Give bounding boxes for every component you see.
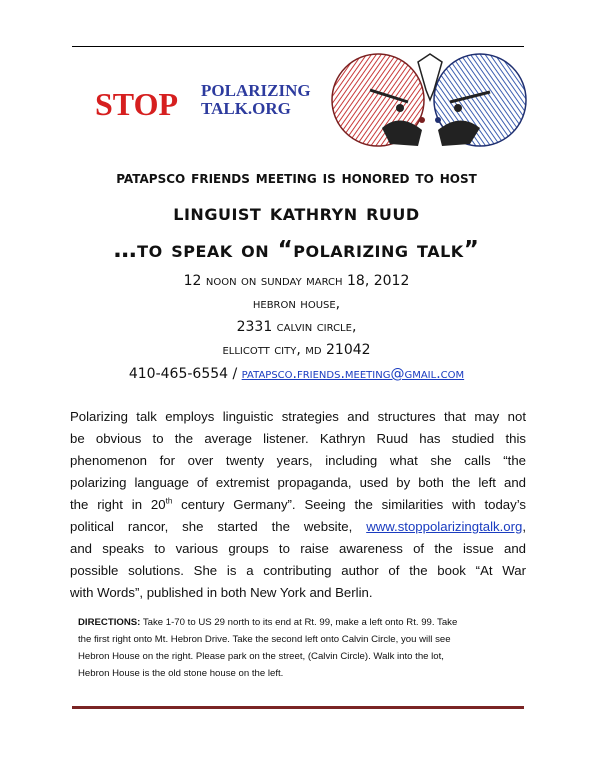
directions-line: Hebron House is the old stone house on the left.: [78, 668, 284, 679]
event-venue: hebron house,: [252, 296, 341, 312]
logo-polarizing-text: POLARIZING: [201, 81, 311, 100]
directions-line: [78, 614, 530, 631]
logo-talk-org-text: TALK.ORG: [201, 99, 291, 118]
website-link[interactable]: www.stoppolarizingtalk.org: [366, 519, 523, 534]
paragraph-line: [70, 494, 526, 516]
directions-label: DIRECTIONS:: [78, 617, 141, 628]
directions-block: [78, 614, 530, 682]
event-street: 2331 calvin circle,: [236, 319, 357, 335]
paragraph-line: polarizing language of extremist propaganda, used by both the left and: [70, 475, 526, 490]
paragraph-text: political rancor, she started the website,: [70, 519, 367, 534]
paragraph-line: possible solutions. She is a contributing author of the book “At War: [70, 563, 526, 578]
paragraph-line: be obvious to the average listener. Kathryn Ruud has studied this: [70, 431, 526, 446]
directions-text: Take 1-70 to US 29 north to its end at Rt. 99, make a left onto Rt. 99. Take: [140, 617, 458, 628]
speaker-heading: linguist kathryn ruud: [173, 200, 420, 226]
logo-stop-text: STOP: [95, 86, 178, 122]
paragraph-text: ,: [522, 519, 526, 534]
host-heading: patapsco friends meeting is honored to host: [116, 168, 477, 188]
contact-phone: 410-465-6554 /: [128, 366, 242, 382]
paragraph-text: century Germany”. Seeing the similarities with today’s: [172, 497, 526, 512]
event-city: ellicott city, md 21042: [222, 342, 371, 358]
directions-line: the first right onto Mt. Hebron Drive. Take the second left onto Calvin Circle, you will see: [78, 634, 451, 645]
footer-rule: [72, 706, 524, 709]
paragraph-line: [70, 516, 526, 538]
confronting-faces-illustration: [330, 50, 530, 150]
top-rule: [72, 46, 524, 47]
description-paragraph: [70, 406, 526, 604]
contact-line: [40, 366, 553, 382]
paragraph-line: and speaks to various groups to raise awareness of the issue and: [70, 541, 526, 556]
paragraph-text: the right in 20: [70, 497, 166, 512]
topic-heading: …to speak on “polarizing talk”: [113, 237, 480, 263]
directions-line: Hebron House on the right. Please park on the street, (Calvin Circle). Walk into the lot,: [78, 651, 444, 662]
paragraph-line: with Words”, published in both New York and Berlin.: [70, 585, 373, 600]
paragraph-line: Polarizing talk employs linguistic strategies and structures that may not: [70, 409, 526, 424]
ordinal-suffix: th: [165, 496, 173, 506]
contact-email-link[interactable]: patapsco.friends.meeting@gmail.com: [241, 366, 465, 382]
paragraph-line: phenomenon for over twenty years, including what she calls “the: [70, 453, 526, 468]
event-time: 12 noon on sunday march 18, 2012: [183, 273, 410, 289]
